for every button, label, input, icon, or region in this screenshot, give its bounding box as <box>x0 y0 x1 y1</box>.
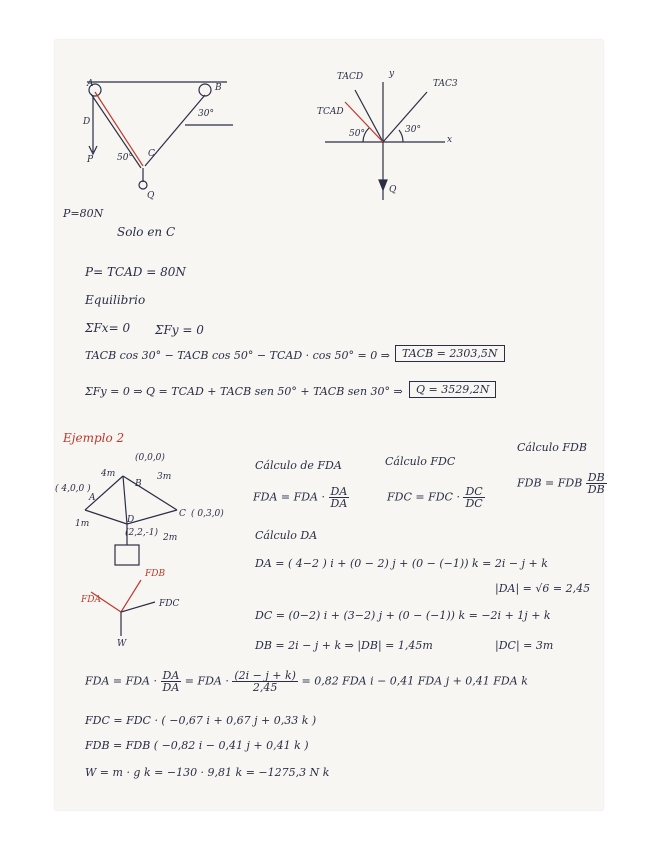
result-q: Q = 3529,2N <box>409 381 496 398</box>
hanging-box <box>115 545 139 565</box>
fbd1-label-x: x <box>447 135 453 145</box>
notebook-page <box>55 40 603 810</box>
result-tacb: TACB = 2303,5N <box>395 345 505 362</box>
fbd1-angle-50: 50° <box>349 129 365 139</box>
fda-vec-fraction <box>161 670 182 693</box>
fdb-den: DB <box>587 483 605 496</box>
angle-30-label: 30° <box>198 109 214 119</box>
fdc-den: DC <box>465 497 483 510</box>
angle-50-label: 50° <box>117 153 133 163</box>
fbd1-arc-30 <box>399 130 403 142</box>
fbd2-label-fdc: FDC <box>159 599 180 609</box>
fda-fraction <box>329 486 350 509</box>
sum-fy: ΣFy = 0 <box>155 323 204 337</box>
fbd1-label-tac3: TAC3 <box>433 79 458 89</box>
label-d: D <box>83 117 91 127</box>
calc-fdc-heading: Cálculo FDC <box>385 455 456 468</box>
fda-vec-den-2: 2,45 <box>252 681 278 694</box>
given-p: P=80N <box>63 207 104 220</box>
label-c2: C <box>179 509 186 519</box>
fbd1-arrow-q <box>379 180 387 190</box>
fdb-vector: FDB = FDB ( −0,82 i − 0,41 j + 0,41 k ) <box>85 739 309 752</box>
da-magnitude: |DA| = √6 = 2,45 <box>495 582 591 595</box>
db-equation: DB = 2i − j + k ⇒ |DB| = 1,45m <box>255 639 433 652</box>
pulley-b <box>199 84 211 96</box>
calc-da-heading: Cálculo DA <box>255 529 318 542</box>
dist-3m: 3m <box>157 472 172 482</box>
dist-2m: 2m <box>163 533 178 543</box>
label-a2: A <box>89 493 96 503</box>
equation-fy: ΣFy = 0 ⇒ Q = TCAD + TACB sen 50° + TACB sen 30° ⇒ <box>85 385 403 398</box>
space-frame-diagram <box>85 476 180 636</box>
frame-member-d-a <box>85 510 127 524</box>
calc-fda-heading: Cálculo de FDA <box>255 459 342 472</box>
dc-equation: DC = (0−2) i + (3−2) j + (0 − (−1)) k = −2i + 1j + k <box>255 609 551 622</box>
da-equation: DA = ( 4−2 ) i + (0 − 2) j + (0 − (−1)) k = 2i − j + k <box>255 557 548 570</box>
fdc-formula <box>387 486 485 509</box>
sketches-layer <box>55 40 603 810</box>
fda-vec-num-2: (2i − j + k) <box>234 669 296 682</box>
dc-magnitude: |DC| = 3m <box>495 639 554 652</box>
fbd1-label-q: Q <box>389 185 397 195</box>
calc-fdb-heading: Cálculo FDB <box>517 441 587 454</box>
ejemplo2-title: Ejemplo 2 <box>63 431 125 445</box>
fda-vec-den: DA <box>162 681 180 694</box>
fda-vec-result: = 0,82 FDA i − 0,41 FDA j + 0,41 FDA k <box>301 674 528 688</box>
fbd2-label-fdb: FDB <box>145 569 166 579</box>
p-equation: P= TCAD = 80N <box>85 265 186 279</box>
fda-vec-mid: = FDA · <box>184 674 229 688</box>
point-a-coords: ( 4,0,0 ) <box>55 484 91 494</box>
fdc-num: DC <box>465 485 483 498</box>
label-d2: D <box>127 515 135 525</box>
label-b2: B <box>135 479 142 489</box>
fbd1-label-tcad: TCAD <box>317 107 344 117</box>
weight-vector: W = m · g k = −130 · 9,81 k = −1275,3 N k <box>85 766 330 779</box>
label-a: A <box>87 79 94 89</box>
fda-vec-num: DA <box>162 669 180 682</box>
cable-a-c-outer <box>91 94 141 168</box>
point-b-coords: (0,0,0) <box>135 453 165 463</box>
fbd2-label-fda: FDA <box>81 595 101 605</box>
fda-num: DA <box>330 485 348 498</box>
fbd2-label-w: W <box>117 639 127 649</box>
dist-4m: 4m <box>101 469 116 479</box>
fbd1-label-y: y <box>389 69 395 79</box>
fbd1-angle-30: 30° <box>405 125 421 135</box>
frame-member-d-c <box>127 510 177 524</box>
label-q: Q <box>147 191 155 201</box>
label-c: C <box>148 149 155 159</box>
fda-den: DA <box>330 497 348 510</box>
equation-fx: TACB cos 30° − TACB cos 50° − TCAD · cos 50° = 0 ⇒ <box>85 349 390 362</box>
fdc-lhs: FDC = FDC · <box>387 490 460 504</box>
equilibrio-heading: Equilibrio <box>85 293 146 307</box>
solo-en-c: Solo en C <box>117 225 176 239</box>
fbd1-label-tacd: TACD <box>337 72 364 82</box>
truss-diagram <box>87 79 233 189</box>
fda-lhs: FDA = FDA · <box>253 490 325 504</box>
point-d-coords: (2,2,-1) <box>125 528 158 538</box>
fdb-formula <box>517 472 607 495</box>
fdb-lhs: FDB = FDB <box>517 476 583 490</box>
fdb-num: DB <box>587 471 605 484</box>
fda-vec-lhs: FDA = FDA · <box>85 674 157 688</box>
fdc-fraction <box>463 486 484 509</box>
fda-formula <box>253 486 349 509</box>
point-c-coords: ( 0,3,0) <box>191 509 224 519</box>
free-body-diagram-1 <box>325 82 445 200</box>
mass-q <box>139 181 147 189</box>
fdc-vector: FDC = FDC · ( −0,67 i + 0,67 j + 0,33 k ) <box>85 714 317 727</box>
fda-vec-fraction-2 <box>232 670 298 693</box>
fdb-fraction <box>586 472 607 495</box>
dist-1m: 1m <box>75 519 90 529</box>
sum-fx: ΣFx= 0 <box>85 321 131 335</box>
fda-vector-expansion <box>85 670 528 693</box>
label-b: B <box>215 83 222 93</box>
label-p: P <box>87 155 94 165</box>
